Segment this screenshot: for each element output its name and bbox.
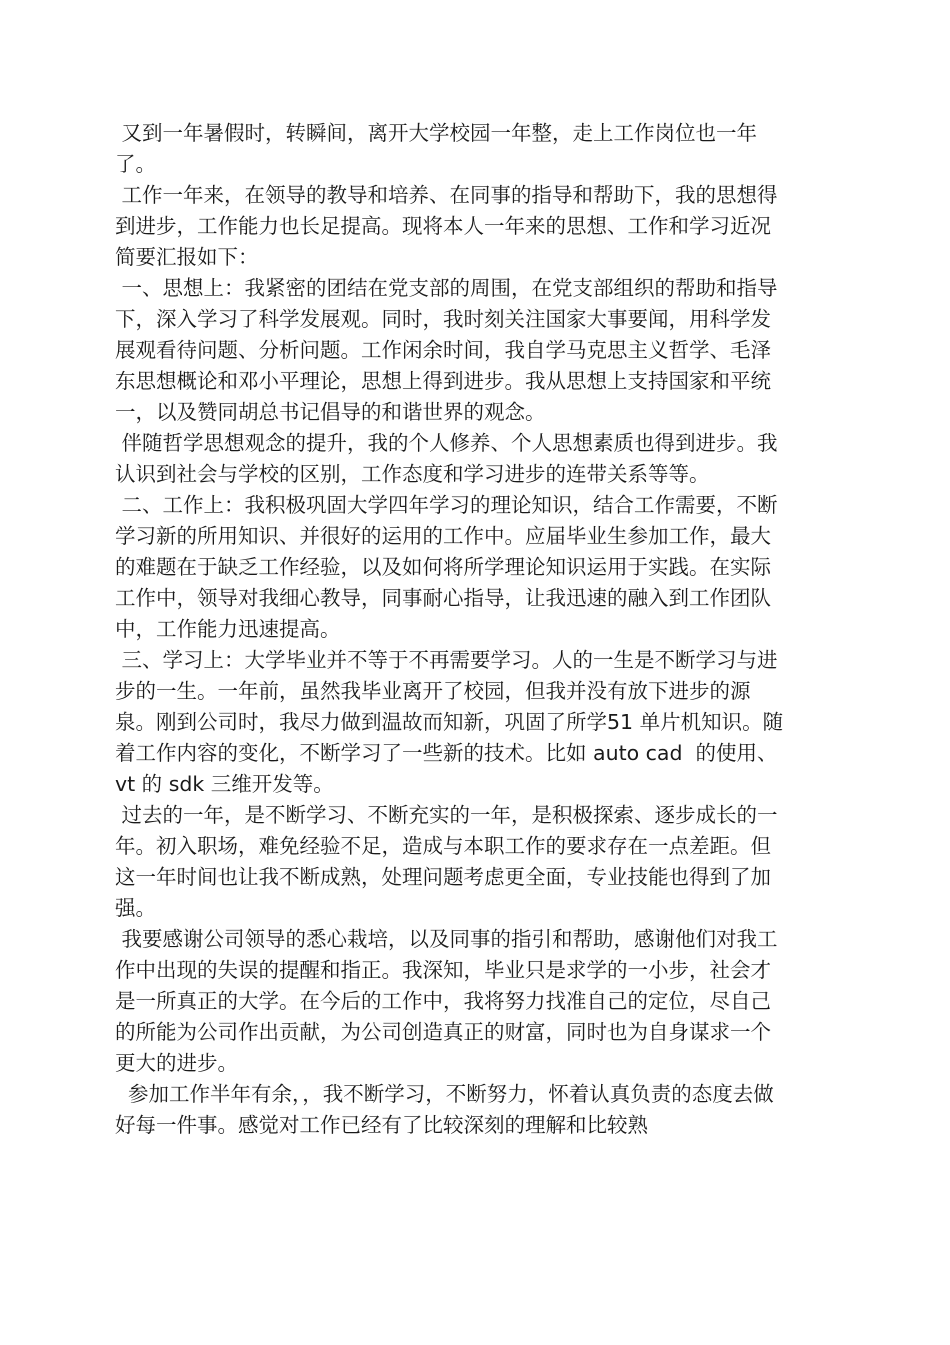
paragraph-thought: 一、思想上：我紧密的团结在党支部的周围，在党支部组织的帮助和指导下，深入学习了科学发展观。同时，我时刻关注国家大事要闻，用科学发展观看待问题、分析问题。工作闲余时间，我自学马克思主义哲学、毛泽东思想概论和邓小平理论，思想上得到进步。我从思想上支持国家和平统一，以及赞同胡总书记倡导的和谐世界的观念。 xyxy=(115,276,778,424)
paragraph-past-year: 过去的一年，是不断学习、不断充实的一年，是积极探索、逐步成长的一年。初入职场，难免经验不足，造成与本职工作的要求存在一点差距。但这一年时间也让我不断成熟，处理问题考虑更全面，专业技能也得到了加强。 xyxy=(115,803,778,920)
paragraph-thanks: 我要感谢公司领导的悉心栽培，以及同事的指引和帮助，感谢他们对我工作中出现的失误的提醒和指正。我深知，毕业只是求学的一小步，社会才是一所真正的大学。在今后的工作中，我将努力找准自己的定位，尽自己的所能为公司作出贡献，为公司创造真正的财富，同时也为自身谋求一个更大的进步。 xyxy=(115,927,778,1075)
paragraph-study: 三、学习上：大学毕业并不等于不再需要学习。人的一生是不断学习与进步的一生。一年前，虽然我毕业离开了校园，但我并没有放下进步的源泉。刚到公司时，我尽力做到温故而知新，巩固了所学51 单片机知识。随着工作内容的变化，不断学习了一些新的技术。比如 auto cad 的使用、 vt 的 sdk 三维开发等。 xyxy=(115,648,785,796)
paragraph-cultivation: 伴随哲学思想观念的提升，我的个人修养、个人思想素质也得到进步。我认识到社会与学校的区别，工作态度和学习进步的连带关系等等。 xyxy=(115,431,778,486)
paragraph-work: 二、工作上：我积极巩固大学四年学习的理论知识，结合工作需要，不断学习新的所用知识、并很好的运用的工作中。应届毕业生参加工作，最大的难题在于缺乏工作经验，以及如何将所学理论知识运用于实践。在实际工作中，领导对我细心教导，同事耐心指导，让我迅速的融入到工作团队中，工作能力迅速提高。 xyxy=(115,493,778,641)
paragraph-half-year: 参加工作半年有余，，我不断学习，不断努力，怀着认真负责的态度去做好每一件事。感觉对工作已经有了比较深刻的理解和比较熟 xyxy=(115,1082,774,1137)
document-body xyxy=(115,118,785,1141)
paragraph-intro: 又到一年暑假时，转瞬间，离开大学校园一年整，走上工作岗位也一年了。 xyxy=(115,121,758,176)
paragraph-summary: 工作一年来，在领导的教导和培养、在同事的指导和帮助下，我的思想得到进步，工作能力也长足提高。现将本人一年来的思想、工作和学习近况简要汇报如下： xyxy=(115,183,778,269)
